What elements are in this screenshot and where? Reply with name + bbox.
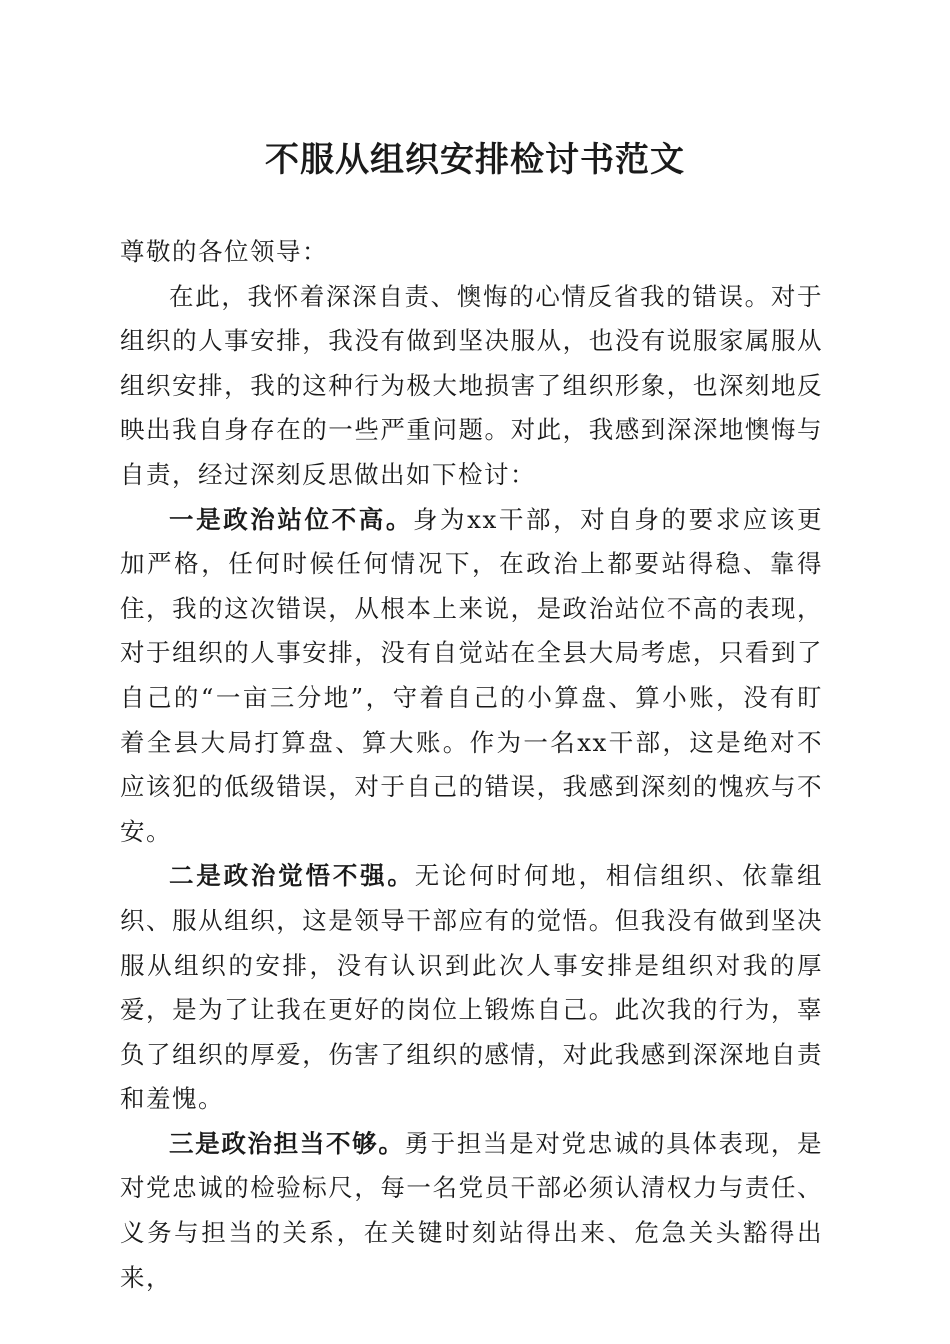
paragraph-lead: 二是政治觉悟不强。	[169, 861, 415, 891]
paragraph-lead: 一是政治站位不高。	[169, 504, 413, 534]
paragraph-intro	[120, 275, 823, 498]
paragraph-text: 身为xx干部，对自身的要求应该更加严格，任何时候任何情况下，在政治上都要站得稳、靠得住，我的这次错误，从根本上来说，是政治站位不高的表现，对于组织的人事安排，没有自觉站在全县大局考虑，只看到了自己的“一亩三分地”，守着自己的小算盘、算小账，没有盯着全县大局打算盘、算大账。作为一名xx干部，这是绝对不应该犯的低级错误，对于自己的错误，我感到深刻的愧疚与不安。	[120, 504, 824, 846]
paragraph-lead: 三是政治担当不够。	[169, 1128, 405, 1158]
paragraph-text: 无论何时何地，相信组织、依靠组织、服从组织，这是领导干部应有的觉悟。但我没有做到坚决服从组织的安排，没有认识到此次人事安排是组织对我的厚爱，是为了让我在更好的岗位上锻炼自己。此次我的行为，辜负了组织的厚爱，伤害了组织的感情，对此我感到深深地自责和羞愧。	[120, 861, 824, 1114]
document-body	[120, 230, 823, 1300]
document-title: 不服从组织安排检讨书范文	[265, 140, 685, 180]
paragraph-point-3	[120, 1122, 823, 1300]
paragraph-text: 勇于担当是对党忠诚的具体表现，是对党忠诚的检验标尺，每一名党员干部必须认清权力与责任、义务与担当的关系，在关键时刻站得出来、危急关头豁得出来，	[120, 1128, 823, 1292]
paragraph-text: 在此，我怀着深深自责、懊悔的心情反省我的错误。对于组织的人事安排，我没有做到坚决服从，也没有说服家属服从组织安排，我的这种行为极大地损害了组织形象，也深刻地反映出我自身存在的一些严重问题。对此，我感到深深地懊悔与自责，经过深刻反思做出如下检讨：	[120, 281, 823, 489]
salutation: 尊敬的各位领导：	[120, 237, 328, 266]
paragraph-point-2	[120, 854, 823, 1122]
paragraph-point-1	[120, 498, 823, 855]
